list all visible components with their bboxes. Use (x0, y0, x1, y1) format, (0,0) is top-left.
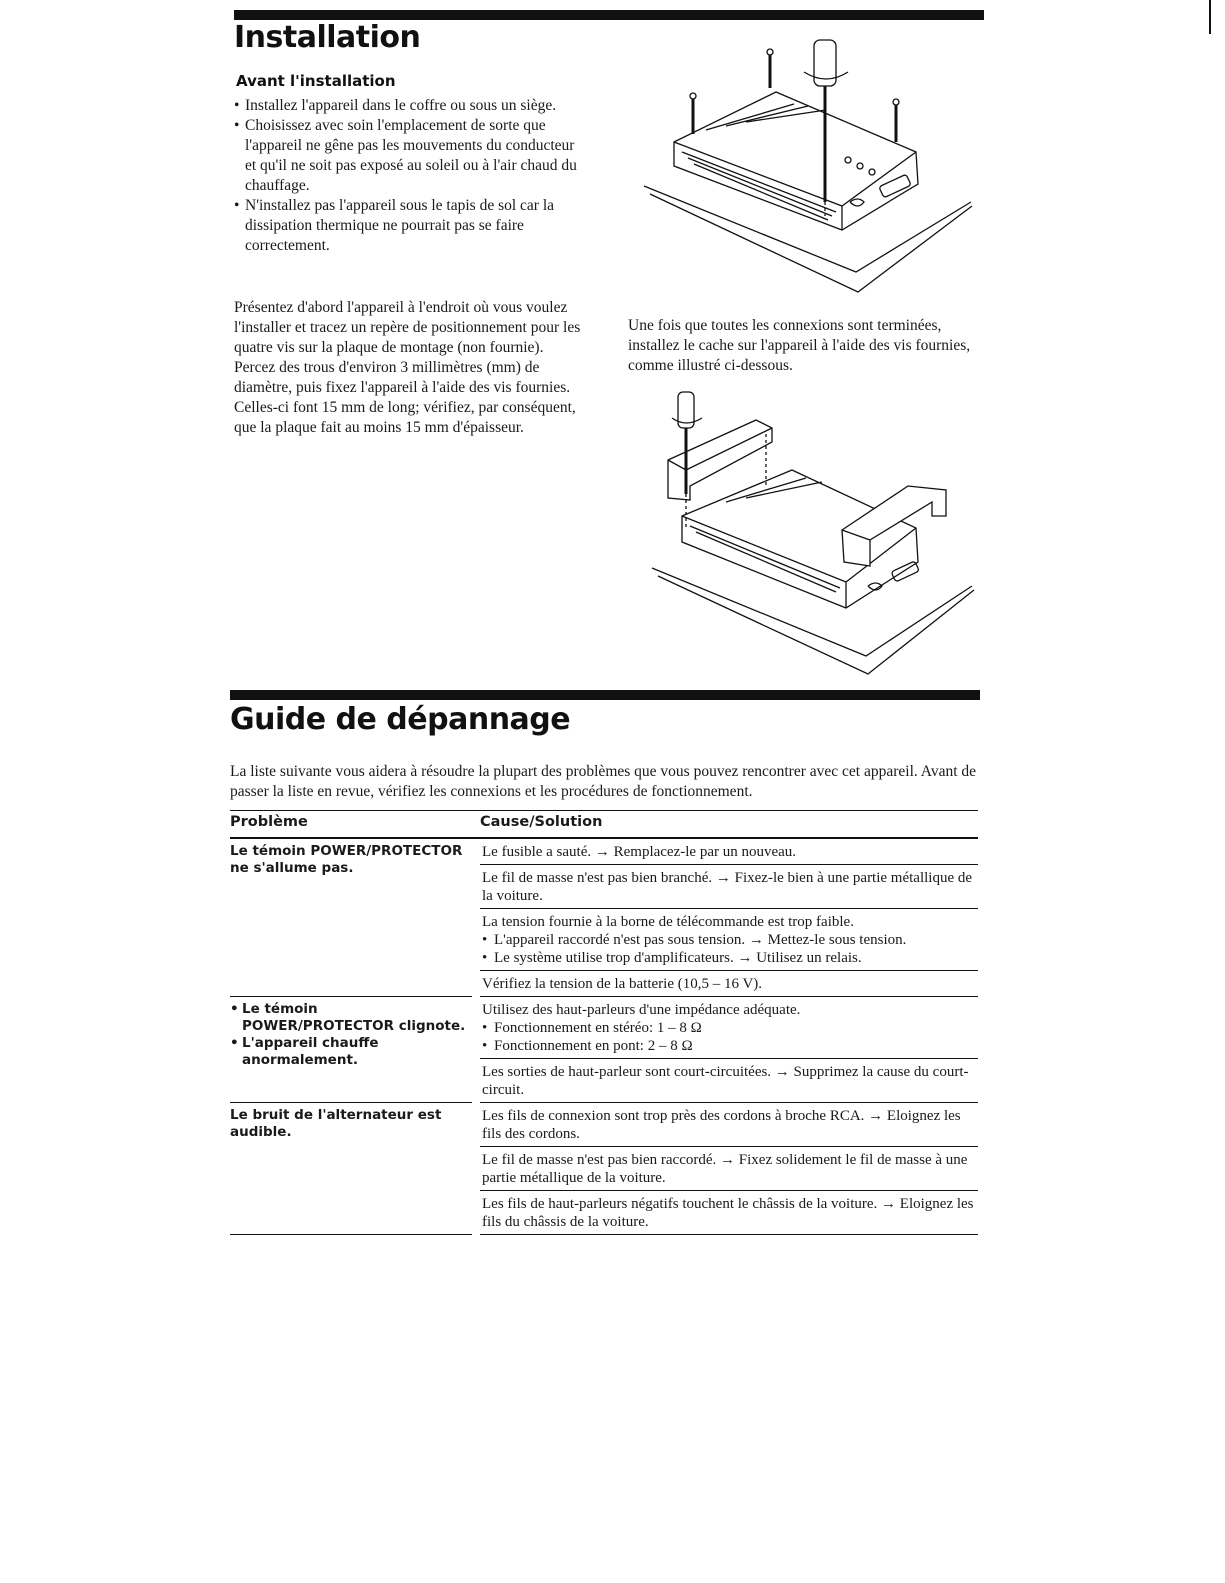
solution-item (480, 997, 978, 1059)
installation-title: Installation (234, 20, 421, 55)
installation-paragraph: Présentez d'abord l'appareil à l'endroit où vous voulez l'installer et tracez un repère de positionnement pour les quatre vis sur la plaque de montage (non fournie). Percez des trous d'environ 3 millimètres (mm) de diamètre, puis fixez l'appareil à l'aide des vis fournies. Celles-ci font 15 mm de long; vérifiez, par conséquent, que la plaque fait au moins 15 mm d'épaisseur. (234, 299, 581, 436)
solution-item: Les sorties de haut-parleur sont court-circuitées. → Supprimez la cause du court-circuit. (480, 1059, 978, 1103)
solution-item: Le fusible a sauté. → Remplacez-le par un nouveau. (480, 839, 978, 865)
problem-cell (230, 1103, 472, 1235)
troubleshooting-table (230, 810, 978, 1235)
solution-line: • Fonctionnement en pont: 2 – 8 Ω (482, 1037, 978, 1055)
bullet-item: • Choisissez avec soin l'emplacement de sorte que l'appareil ne gêne pas les mouvements du conducteur et qu'il ne soit pas exposé au soleil ou à l'air chaud du chauffage. (234, 116, 579, 196)
problem-text: • L'appareil chauffe anormalement. (230, 1035, 472, 1069)
table-row (230, 1103, 978, 1235)
problem-text: Le témoin POWER/PROTECTOR ne s'allume pas. (230, 843, 463, 876)
solution-cell (480, 839, 978, 997)
problem-cell (230, 839, 472, 997)
solution-cell (480, 997, 978, 1103)
column-header-problem: Problème (230, 814, 308, 830)
solution-item: Le fil de masse n'est pas bien raccordé. → Fixez solidement le fil de masse à une partie métallique de la voiture. (480, 1147, 978, 1191)
solution-item (480, 909, 978, 971)
solution-item: Les fils de connexion sont trop près des cordons à broche RCA. → Eloignez les fils des cordons. (480, 1103, 978, 1147)
solution-line: Utilisez des haut-parleurs d'une impédance adéquate. (482, 1002, 801, 1018)
bullet-item: • Installez l'appareil dans le coffre ou sous un siège. (234, 96, 579, 116)
solution-line: • L'appareil raccordé n'est pas sous tension. → Mettez-le sous tension. (482, 931, 978, 949)
problem-text: Le bruit de l'alternateur est audible. (230, 1107, 442, 1140)
troubleshooting-intro: La liste suivante vous aidera à résoudre la plupart des problèmes que vous pouvez rencontrer avec cet appareil. Avant de passer la liste en revue, vérifiez les connexions et les procédures de fonctionnement. (230, 763, 977, 800)
edge-mark (1209, 0, 1211, 34)
solution-item: Vérifiez la tension de la batterie (10,5 – 16 V). (480, 971, 978, 997)
section-rule-top (234, 10, 984, 20)
troubleshooting-title: Guide de dépannage (230, 702, 571, 737)
bullet-item: • N'installez pas l'appareil sous le tapis de sol car la dissipation thermique ne pourrait pas se faire correctement. (234, 196, 579, 256)
column-header-solution: Cause/Solution (480, 814, 603, 830)
table-row (230, 839, 978, 997)
solution-line: • Le système utilise trop d'amplificateurs. → Utilisez un relais. (482, 949, 978, 967)
solution-line: La tension fournie à la borne de télécommande est trop faible. (482, 914, 854, 930)
cover-illustration (646, 390, 976, 682)
section-rule-troubleshooting (230, 690, 980, 700)
installation-subtitle: Avant l'installation (236, 72, 396, 90)
solution-item: Les fils de haut-parleurs négatifs touchent le châssis de la voiture. → Eloignez les fils du châssis de la voiture. (480, 1191, 978, 1235)
mounting-illustration (636, 34, 976, 298)
cover-paragraph: Une fois que toutes les connexions sont terminées, installez le cache sur l'appareil à l'aide des vis fournies, comme illustré ci-dessous. (628, 317, 971, 374)
solution-cell (480, 1103, 978, 1235)
installation-bullets (234, 96, 579, 256)
table-header (230, 810, 978, 839)
problem-cell (230, 997, 472, 1103)
table-row (230, 997, 978, 1103)
solution-line: • Fonctionnement en stéréo: 1 – 8 Ω (482, 1019, 978, 1037)
solution-item: Le fil de masse n'est pas bien branché. → Fixez-le bien à une partie métallique de la voiture. (480, 865, 978, 909)
problem-text: • Le témoin POWER/PROTECTOR clignote. (230, 1001, 472, 1035)
